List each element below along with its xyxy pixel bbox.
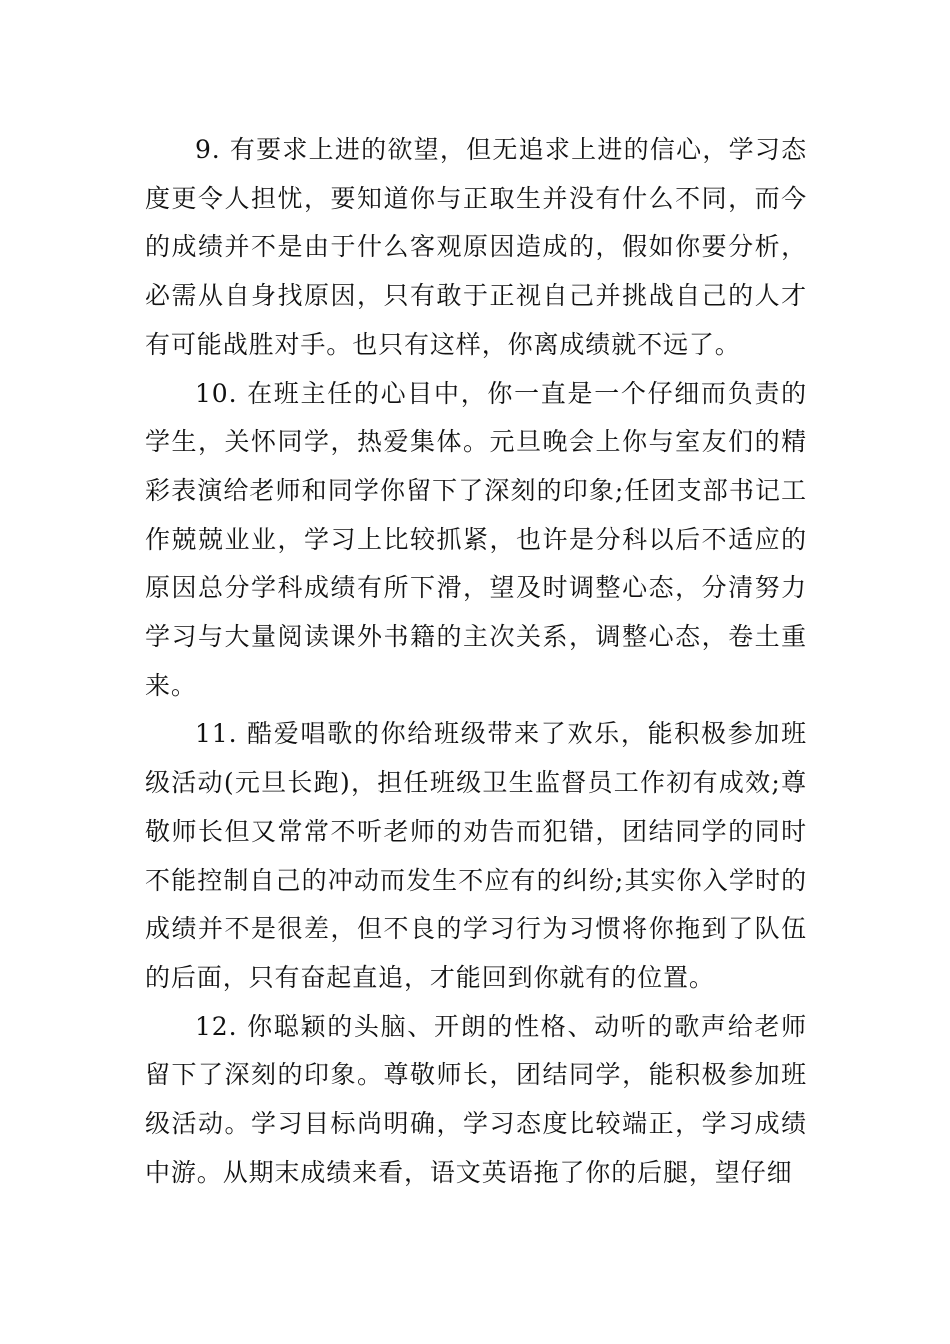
paragraph-9: 9. 有要求上进的欲望，但无追求上进的信心，学习态度更令人担忧，要知道你与正取生并没有什么不同，而今的成绩并不是由于什么客观原因造成的，假如你要分析，必需从自身找原因，只有敢于正视自己并挑战自己的人才有可能战胜对手。也只有这样，你离成绩就不远了。 (145, 135, 807, 359)
paragraph-11: 11. 酷爱唱歌的你给班级带来了欢乐，能积极参加班级活动(元旦长跑)，担任班级卫生监督员工作初有成效;尊敬师长但又常常不听老师的劝告而犯错，团结同学的同时不能控制自己的冲动而发生不应有的纠纷;其实你入学时的成绩并不是很差，但不良的学习行为习惯将你拖到了队伍的后面，只有奋起直追，才能回到你就有的位置。 (145, 719, 807, 992)
document-body (145, 126, 807, 1197)
paragraph-10: 10. 在班主任的心目中，你一直是一个仔细而负责的学生，关怀同学，热爱集体。元旦晚会上你与室友们的精彩表演给老师和同学你留下了深刻的印象;任团支部书记工作兢兢业业，学习上比较抓紧，也许是分科以后不适应的原因总分学科成绩有所下滑，望及时调整心态，分清努力学习与大量阅读课外书籍的主次关系，调整心态，卷土重来。 (145, 378, 807, 700)
paragraph-12: 12. 你聪颖的头脑、开朗的性格、动听的歌声给老师留下了深刻的印象。尊敬师长，团结同学，能积极参加班级活动。学习目标尚明确，学习态度比较端正，学习成绩中游。从期末成绩来看，语文英语拖了你的后腿，望仔细 (145, 1011, 807, 1187)
